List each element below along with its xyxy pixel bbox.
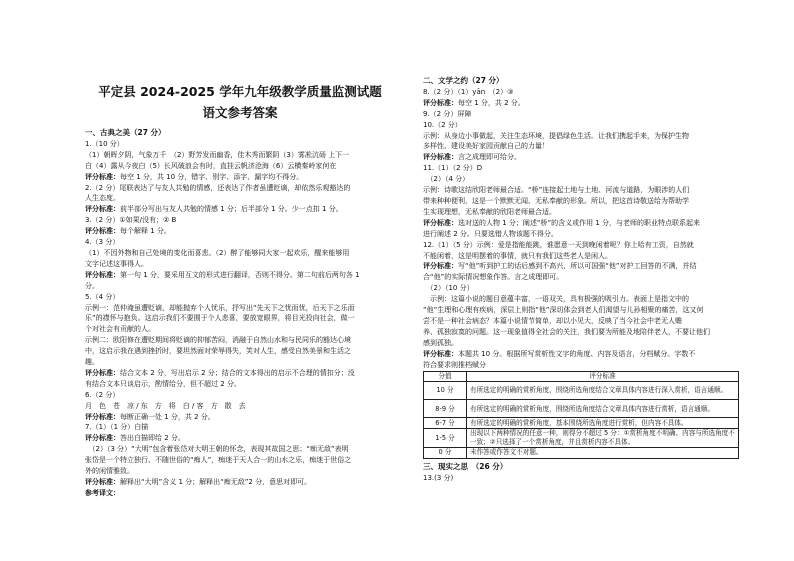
line-lead: 评分标准： <box>85 412 120 421</box>
text-line <box>85 237 392 248</box>
line-lead: 乐”的襟怀与抱负。这启示我们不要囿于个人悲喜，要放宽眼界，将目光投向社会，做一 <box>85 314 355 323</box>
line-tail: 结合文本 2 分，写出启示 2 分；结合的文本得出的启示不合理的情扣分；没 <box>120 368 355 377</box>
criteria-cell: 有所选定的明确的赏析角度，基本围绕所选角度进行赏析，但内容不具体。 <box>467 418 739 429</box>
text-line <box>85 466 392 477</box>
line-lead: 示例：从身边小事做起，关注生态环境，提倡绿色生活。让我们携起手来，为保护生物 <box>423 131 689 140</box>
text-line <box>423 229 741 240</box>
line-lead: 评分标准： <box>85 270 120 279</box>
line-lead: 二、文学之约（27 分） <box>423 76 504 85</box>
page-subtitle: 语文参考答案 <box>202 105 278 120</box>
line-lead: 示例一：范仲淹虽遭贬谪，却能抛弃个人忧乐，抒写出“先天下之忧而忧，后天下之乐而 <box>85 303 355 312</box>
text-line <box>423 185 741 196</box>
section-heading <box>423 462 741 473</box>
text-line <box>423 120 741 131</box>
criteria-cell: 有所选定的明确的赏析角度，围绕所选角度结合文章具体内容进行深入赏析，语言通顺。 <box>467 382 739 400</box>
line-lead: 8.（2 分）（1）yān （2）③ <box>423 87 514 96</box>
text-line <box>423 240 741 251</box>
score-cell: 10 分 <box>424 382 467 400</box>
line-lead: 5.（4 分） <box>85 292 120 301</box>
text-line <box>85 433 392 444</box>
text-line <box>85 346 392 357</box>
score-cell: 0 分 <box>424 447 467 458</box>
text-line <box>423 141 741 152</box>
line-lead: （1）不因外物和自己处境的变化而喜悲。（2）醉了能够同大家一起欢乐，醒来能够用 <box>85 248 350 257</box>
line-lead: 4.（3 分） <box>85 238 120 247</box>
text-line <box>423 305 741 316</box>
text-line <box>423 131 741 142</box>
line-lead: 张岱是一个特立独行、不随世俗的“痴人”，痴迷于天人合一的山水之乐，痴迷于世俗之 <box>85 456 352 465</box>
line-lead: 合“他”的实际情况想象作答。言之成理即可。 <box>423 273 564 282</box>
text-line <box>423 174 741 185</box>
line-lead: 进行阐述 2 分。只要选错人物该题不得分。 <box>423 229 558 238</box>
line-lead: 带来种种便利，这是一个默默无闻、无私奉献的形象。所以，把这首诗敬送给为帮助学 <box>423 196 689 205</box>
right-column <box>423 76 741 483</box>
line-lead: 评分标准： <box>423 98 458 107</box>
text-line <box>423 327 741 338</box>
text-line <box>85 444 392 455</box>
text-line <box>85 226 392 237</box>
line-lead: 6.（2 分） <box>85 390 120 399</box>
line-tail: 答出白描即给 2 分。 <box>120 434 185 443</box>
left-column <box>85 128 392 499</box>
text-line <box>423 272 741 283</box>
line-lead: 参考译文： <box>85 488 120 497</box>
line-lead: 外的闲情雅致。 <box>85 467 134 476</box>
text-line <box>423 109 741 120</box>
line-lead: （2）（10 分） <box>423 284 474 293</box>
page-title: 平定县 2024-2025 学年九年级教学质量监测试题 <box>98 84 382 99</box>
table-row <box>424 382 739 400</box>
text-line <box>423 98 741 109</box>
line-tail: 解释出“大明”含义 1 分；解释出“痴无敌”2 分，意思对即可。 <box>120 478 312 486</box>
line-lead: 评分标准： <box>85 478 120 486</box>
text-line <box>423 349 741 360</box>
line-tail: 每断正确一处 1 分，共 2 分。 <box>120 412 215 421</box>
text-line <box>423 218 741 229</box>
line-lead: 尝不是一种社会病态？本篇小说情节简单，却以小见大，反映了当今社会中老无人赡 <box>423 316 682 325</box>
line-lead: 2.（2 分）尾联表达了与友人共勉的情感，还表达了作者虽遭贬谪，却依然乐观豁达的 <box>85 183 351 192</box>
table-header-criteria: 评分标准 <box>467 372 739 382</box>
line-tail: 每空 1 分，共 10 分，错字、别字、添字、漏字均不得分。 <box>120 172 304 181</box>
line-lead: 评分标准： <box>423 153 458 162</box>
text-line <box>85 357 392 368</box>
text-line <box>423 283 741 294</box>
text-line <box>423 152 741 163</box>
line-lead: 一、古典之美（27 分） <box>85 128 166 137</box>
table-row <box>424 400 739 418</box>
text-line <box>85 248 392 259</box>
line-lead: 符合要求则推档赋分 <box>423 360 486 369</box>
line-lead: 文字记述这事得人。 <box>85 259 148 268</box>
text-line <box>85 204 392 215</box>
text-line <box>423 251 741 262</box>
line-tail: 每个解释 1 分。 <box>120 227 171 236</box>
line-lead: 示例：这篇小说的题目意蕴丰富，一语双关，具有极强的吸引力。表面上是指文中的 <box>423 295 689 304</box>
table-row <box>424 447 739 458</box>
text-line <box>423 87 741 98</box>
text-line <box>85 422 392 433</box>
line-lead: 10.（2 分） <box>423 120 462 129</box>
text-line <box>85 379 392 390</box>
line-lead: 1.（10 分） <box>85 139 124 148</box>
line-lead: 评分标准： <box>85 434 120 443</box>
line-lead: 9.（2 分）屏障 <box>423 109 472 118</box>
section-heading <box>423 76 741 87</box>
text-line <box>423 360 741 371</box>
text-line <box>85 215 392 226</box>
line-lead: 感到孤独。 <box>423 338 458 347</box>
line-lead: 评分标准： <box>85 368 120 377</box>
line-lead: 人生态度。 <box>85 194 120 203</box>
line-lead: 评分标准： <box>423 262 458 271</box>
line-lead: 分。 <box>85 281 99 290</box>
text-line <box>85 412 392 423</box>
line-lead: 11.（1）（2 分）D <box>423 164 483 173</box>
line-lead: 生实现理想，无私奉献的欣阳老师最合适。 <box>423 207 556 216</box>
text-line <box>85 324 392 335</box>
line-lead: （2）（3 分）“大明”包含着张岱对大明王朝的怀念，表现其故国之思；“痴无敌”表明 <box>85 445 349 454</box>
line-lead: 评分标准： <box>85 172 120 181</box>
text-line <box>85 139 392 150</box>
text-line <box>85 259 392 270</box>
line-lead: 示例二：欧阳修在遭贬期间将贬谪的抑郁苦闷，消融于自然山水和与民同乐的豁达心境 <box>85 336 351 345</box>
text-line <box>85 313 392 324</box>
line-lead: 评分标准： <box>85 227 120 236</box>
line-tail: 本题共 10 分。根据所写赏析性文字的角度、内容及语言，分档赋分。字数不 <box>458 349 696 358</box>
text-line <box>85 183 392 194</box>
line-lead: 评分标准： <box>423 349 458 358</box>
line-lead: 示例：诗歌这结欣阳老师最合适。“桥”连接起土地与土地、河流与道路，为眼涉的人们 <box>423 186 690 195</box>
line-lead: （2）（4 分） <box>423 175 470 184</box>
text-line <box>85 477 392 488</box>
text-line <box>85 193 392 204</box>
text-line <box>85 368 392 379</box>
text-line <box>85 161 392 172</box>
text-line <box>423 316 741 327</box>
text-line <box>85 455 392 466</box>
line-tail: 言之成理即可给分。 <box>458 153 521 162</box>
table-row <box>424 429 739 447</box>
text-line <box>423 196 741 207</box>
criteria-cell: 未作答或作答文不对题。 <box>467 447 739 458</box>
line-lead: 养、孤独寂寞的问题。这一现象值得全社会的关注，我们要为所能及地陪伴老人，不要让他们 <box>423 327 710 336</box>
text-line <box>85 292 392 303</box>
text-line <box>423 473 741 484</box>
score-cell: 8-9 分 <box>424 400 467 418</box>
text-line <box>85 281 392 292</box>
line-tail: 第一句 1 分，要采用互文的形式进行翻译，否则不得分。第二句前后两句各 1 <box>120 270 360 279</box>
line-lead: 3.（2 分）①如果/没有；② B <box>85 216 177 225</box>
text-line <box>423 294 741 305</box>
text-line <box>423 338 741 349</box>
criteria-cell: 出现以下两种情况的任意一种，则得分不超过 5 分：①赏析角度不明确、内容与所选角度不一致；②只选择了一个赏析角度，并且赏析内容不具体。 <box>467 429 739 447</box>
text-line <box>423 261 741 272</box>
line-lead: 评分标准： <box>85 205 120 214</box>
line-lead: 不能闲着，这是明摆着的事情，就只有我们这些老人是闲人。 <box>423 251 612 260</box>
line-tail: 写“他”听到护工的话后感到不高兴，所以可国强“他”对护工回答的不满，并结 <box>458 262 697 271</box>
text-line <box>85 390 392 401</box>
line-lead: 多样性、建设美好家园贡献自己的力量！ <box>423 142 549 151</box>
line-lead: 7.（1）（1 分）白描 <box>85 423 149 432</box>
section-heading <box>85 128 392 139</box>
text-line <box>85 401 392 412</box>
line-tail: 选对送的人物 1 分；阐述“桥”的含义或作用 1 分，与老师的职业特点联系起来 <box>458 218 701 227</box>
text-line <box>423 207 741 218</box>
text-line <box>85 150 392 161</box>
line-lead: 评分标准： <box>423 218 458 227</box>
score-cell: 1-5 分 <box>424 429 467 447</box>
line-tail: 前半部分写出与友人共勉的情感 1 分；后半部分 1 分。少一点扣 1 分。 <box>120 205 343 214</box>
criteria-cell: 有所选定的明确的赏析角度，围绕所选角度结合文章具体内容进行赏析，语言通顺。 <box>467 400 739 418</box>
line-lead: 月 色 苍 凉 / 东 方 将 白 / 客 方 散 去 <box>85 401 246 410</box>
text-line <box>85 303 392 314</box>
table-row <box>424 418 739 429</box>
line-lead: 有结合文本只谈启示，酌情给分，但不超过 2 分。 <box>85 379 241 388</box>
line-lead: 白（4）露从今夜白（5）长风破浪会有时，直挂云帆济沧海（6）云横秦岭家何在 <box>85 161 337 170</box>
text-line <box>85 335 392 346</box>
text-line <box>423 163 741 174</box>
text-line <box>85 270 392 281</box>
scoring-table <box>423 371 739 458</box>
line-lead: 中，这启示我在遇到挫折时，要坦然面对荣辱得失，笑对人生，感受自然美景和生活之 <box>85 347 351 356</box>
line-lead: （1）朝晖夕阴，气象万千 （2）野芳发而幽香，佳木秀而繁阴（3）雾凇沆砀 上下一 <box>85 150 350 159</box>
line-lead: 13.(3 分) <box>423 473 454 482</box>
table-header-score: 分值 <box>424 372 467 382</box>
line-tail: 每空 1 分，共 2 分。 <box>458 98 525 107</box>
line-lead: 三、现实之思 （26 分） <box>423 461 508 471</box>
line-lead: “他”生理和心理有疾病，深层上则指“他”深切体会到老人们渴望与儿孙相聚的痛苦，这又何 <box>423 306 704 315</box>
line-lead: 12.（1）（5 分）示例：爱是指能能跳，谁愿意一天到晚闲着呢？你上哈有工资，自然就 <box>423 240 694 249</box>
text-line <box>85 172 392 183</box>
text-line <box>85 488 392 499</box>
line-lead: 个对社会有贡献的人。 <box>85 325 155 334</box>
score-cell: 6-7 分 <box>424 418 467 429</box>
line-lead: 趣。 <box>85 358 99 367</box>
